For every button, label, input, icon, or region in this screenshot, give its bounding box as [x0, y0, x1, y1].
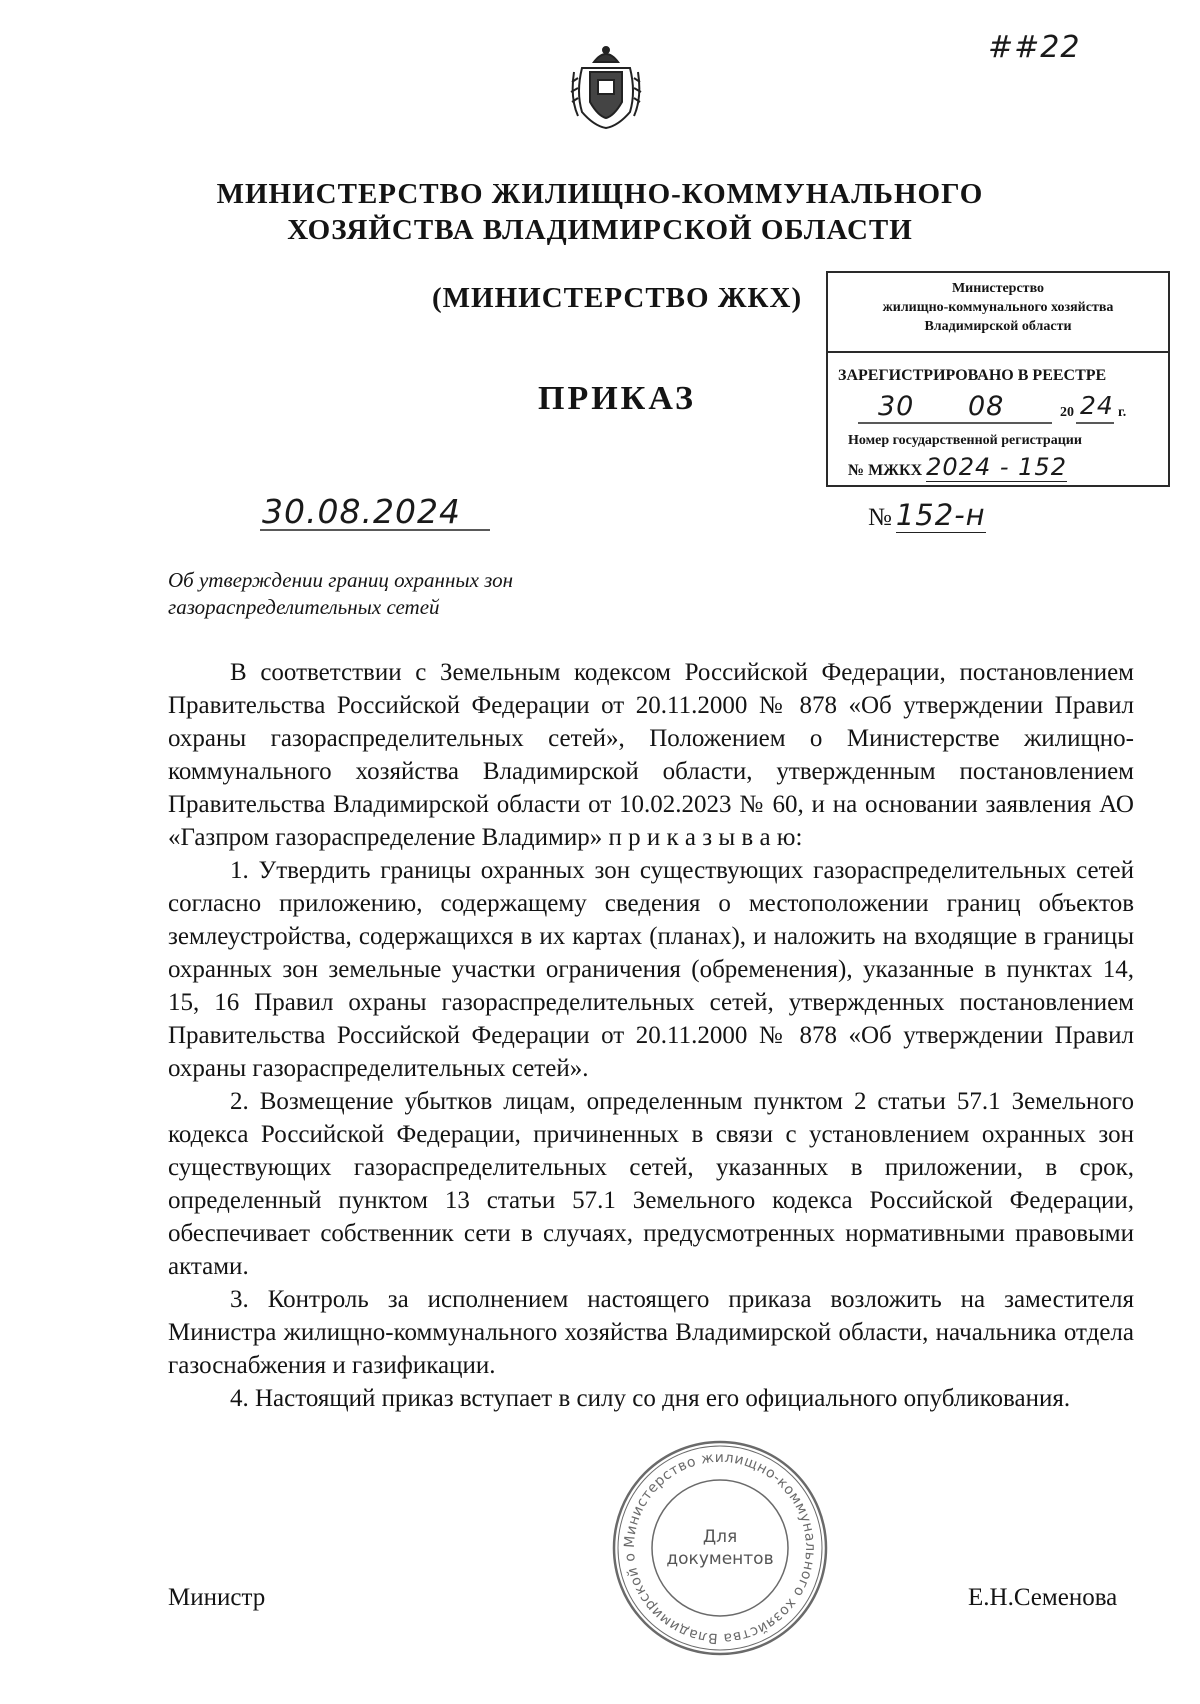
corner-note: ##22 — [988, 30, 1081, 65]
round-stamp-ring-text: Министерство жилищно-коммунального хозяйства Владимирской о — [621, 1449, 819, 1647]
document-number-value: 152-н — [895, 498, 986, 532]
state-registration-label: Номер государственной регистрации — [848, 433, 1082, 448]
registration-box — [826, 271, 1170, 487]
document-number-prefix: № — [868, 504, 892, 531]
coat-of-arms-icon — [568, 42, 644, 130]
document-subject — [168, 567, 513, 621]
registration-year-suffix: 24 — [1080, 391, 1114, 420]
document-item-3: 3. Контроль за исполнением настоящего приказа возложить на заместителя Министра жилищно-коммунального хозяйства Владимирской области, начальника отдела газоснабжения и газификации. — [168, 1286, 1134, 1379]
registration-day: 30 — [878, 391, 915, 422]
round-stamp — [610, 1438, 830, 1658]
signature-name: Е.Н.Семенова — [968, 1584, 1118, 1611]
registration-year-end: г. — [1118, 405, 1127, 420]
registration-date — [856, 391, 1166, 425]
round-stamp-seal — [610, 1438, 830, 1658]
registration-org-line2: жилищно-коммунального хозяйства — [882, 300, 1114, 315]
document-item-2: 2. Возмещение убытков лицам, определенным пунктом 2 статьи 57.1 Земельного кодекса Российской Федерации, причиненных в связи с установлением охранных зон существующих газораспределительных сетей, указанных в приложении, в срок, определенный пунктом 13 статьи 57.1 Земельного кодекса Российской Федерации, обеспечивает собственник сети в случаях, предусмотренных нормативными правовыми актами. — [168, 1088, 1134, 1280]
registration-org-line3: Владимирской области — [924, 319, 1072, 334]
document-item-4: 4. Настоящий приказ вступает в силу со дня его официального опубликования. — [230, 1385, 1071, 1412]
document-preamble: В соответствии с Земельным кодексом Российской Федерации, постановлением Правительства Российской Федерации от 20.11.2000 № 878 «Об утверждении Правил охраны газораспределительных сетей», Положением о Министерстве жилищно-коммунального хозяйства Владимирской области, утвержденным постановлением Правительства Владимирской области от 10.02.2023 № 60, и на основании заявления АО «Газпром газораспределение Владимир» п р и к а з ы в а ю: — [168, 659, 1134, 851]
round-stamp-center-line1: Для — [702, 1527, 738, 1547]
document-date: 30.08.2024 — [262, 492, 461, 531]
registration-org-line1: Министерство — [951, 281, 1045, 296]
ministry-name-line2: ХОЗЯЙСТВА ВЛАДИМИРСКОЙ ОБЛАСТИ — [287, 214, 913, 246]
document-body — [168, 656, 1134, 1415]
registration-date-underline — [856, 391, 1166, 425]
document-number — [868, 498, 986, 532]
ministry-name-line1: МИНИСТЕРСТВО ЖИЛИЩНО-КОММУНАЛЬНОГО — [216, 178, 984, 210]
ministry-short-name: (МИНИСТЕРСТВО ЖКХ) — [432, 282, 803, 314]
document-subject-line2: газораспределительных сетей — [168, 595, 440, 619]
round-stamp-center-line2: документов — [666, 1549, 774, 1569]
document-date-underline — [260, 528, 490, 532]
coat-of-arms-emblem — [568, 42, 644, 130]
registration-number-prefix: № МЖКХ — [848, 462, 923, 479]
signature-title: Министр — [168, 1584, 266, 1611]
registration-number-row — [848, 453, 1158, 481]
document-item-1: 1. Утвердить границы охранных зон существующих газораспределительных сетей согласно приложению, содержащему сведения о местоположении границ объектов землеустройства, содержащихся в их картах (планах), и наложить на входящие в границы охранных зон земельные участки ограничения (обременения), указанные в пунктах 14, 15, 16 Правил охраны газораспределительных сетей, утвержденных постановлением Правительства Российской Федерации от 20.11.2000 № 878 «Об утверждении Правил охраны газораспределительных сетей». — [168, 857, 1134, 1082]
registration-org — [828, 279, 1168, 336]
registration-year-prefix: 20 — [1060, 405, 1074, 420]
registration-divider — [828, 351, 1168, 353]
document-subject-line1: Об утверждении границ охранных зон — [168, 568, 514, 592]
registered-label: ЗАРЕГИСТРИРОВАНО В РЕЕСТРЕ — [838, 367, 1107, 384]
registration-month: 08 — [968, 391, 1005, 422]
registration-number: 2024 - 152 — [926, 453, 1067, 481]
document-type-title: ПРИКАЗ — [538, 380, 696, 417]
